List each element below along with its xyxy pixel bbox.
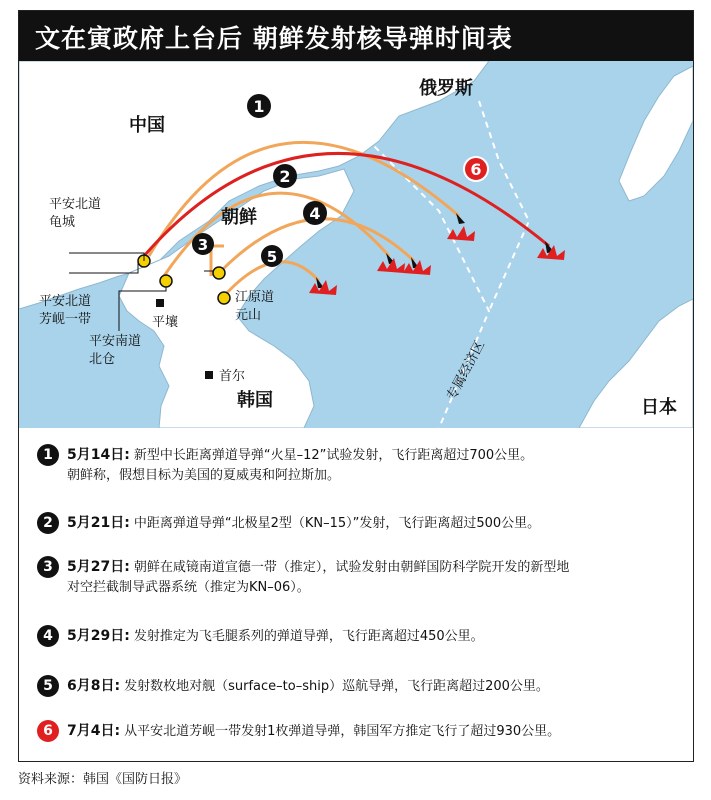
entry-date: 7月4日: — [67, 723, 121, 739]
launch-site-sondok — [213, 267, 225, 279]
launch-site-pukchang — [160, 275, 172, 287]
entry-body — [67, 513, 687, 534]
label-guseong-2: 龟城 — [49, 215, 76, 230]
entry-date: 5月27日: — [67, 559, 130, 575]
timeline-entry-6 — [37, 720, 687, 744]
label-north-korea: 朝鲜 — [221, 207, 257, 228]
arc-badge-1-text: 1 — [253, 97, 265, 116]
entry-number-badge: 3 — [37, 556, 59, 578]
entry-body — [67, 721, 687, 742]
label-pyongyang: 平壤 — [152, 315, 179, 330]
arc-badge-4-text: 4 — [309, 204, 321, 223]
arc-badge-6-text: 6 — [470, 160, 482, 179]
timeline-entry-4 — [37, 625, 687, 649]
entry-body — [67, 445, 687, 486]
entry-text: 从平安北道芳岘一带发射1枚弹道导弹，韩国军方推定飞行了超过930公里。 — [124, 724, 561, 739]
pyongyang-marker — [156, 299, 164, 307]
label-pukchang-2: 北仓 — [89, 352, 116, 367]
page-title: 文在寅政府上台后 朝鲜发射核导弹时间表 — [35, 24, 513, 53]
entry-text: 朝鲜在咸镜南道宣德一带（推定），试验发射由朝鲜国防科学院开发的新型地 — [133, 560, 570, 575]
entry-text: 中距离弹道导弹“北极星2型（KN–15）”发射，飞行距离超过500公里。 — [133, 516, 541, 531]
label-panghyon-1: 平安北道 — [39, 294, 92, 309]
entry-date: 5月29日: — [67, 628, 130, 644]
arc-badge-3 — [192, 233, 214, 255]
label-pukchang-1: 平安南道 — [89, 334, 142, 349]
launch-site-wonsan — [218, 292, 230, 304]
label-russia: 俄罗斯 — [419, 78, 473, 99]
arc-badge-1 — [247, 94, 271, 118]
label-wonsan-2: 元山 — [235, 308, 262, 323]
label-wonsan-1: 江原道 — [235, 290, 275, 305]
label-eez: 专属经济区 — [444, 338, 489, 403]
map — [19, 61, 693, 428]
title-bar — [19, 11, 693, 61]
source-credit: 资料来源：韩国《国防日报》 — [18, 772, 188, 787]
label-guseong-1: 平安北道 — [49, 197, 102, 212]
entry-text: 发射数枚地对舰（surface–to–ship）巡航导弹，飞行距离超过200公里。 — [124, 679, 549, 694]
timeline-entry-3 — [37, 556, 687, 600]
arc-badge-3-text: 3 — [197, 236, 209, 254]
arc-badge-6 — [464, 157, 488, 181]
timeline-entry-2 — [37, 512, 687, 536]
label-japan: 日本 — [641, 397, 677, 418]
timeline-entry-5 — [37, 675, 687, 699]
label-panghyon-2: 芳岘一带 — [39, 312, 92, 327]
seoul-marker — [205, 371, 213, 379]
arc-badge-2-text: 2 — [279, 167, 291, 186]
entry-number-badge: 2 — [37, 512, 59, 534]
entry-body — [67, 557, 687, 598]
entry-body — [67, 676, 687, 697]
entry-text-line2: 对空拦截制导武器系统（推定为KN–06）。 — [67, 580, 310, 595]
entry-number-badge: 4 — [37, 625, 59, 647]
arc-badge-4 — [303, 201, 327, 225]
arc-badge-5-text: 5 — [266, 248, 278, 266]
arc-badge-2 — [273, 164, 297, 188]
entry-date: 5月14日: — [67, 447, 130, 463]
entry-text-line2: 朝鲜称，假想目标为美国的夏威夷和阿拉斯加。 — [67, 468, 341, 483]
arc-badge-5 — [261, 245, 283, 267]
entry-date: 6月8日: — [67, 678, 121, 694]
label-south-korea: 韩国 — [237, 390, 273, 411]
entry-date: 5月21日: — [67, 515, 130, 531]
entry-number-badge: 5 — [37, 675, 59, 697]
entry-body — [67, 626, 687, 647]
entry-number-badge: 6 — [37, 720, 59, 742]
timeline-entry-1 — [37, 444, 687, 488]
entry-number-badge: 1 — [37, 444, 59, 466]
entry-text: 发射推定为飞毛腿系列的弹道导弹，飞行距离超过450公里。 — [133, 629, 484, 644]
label-china: 中国 — [129, 115, 165, 136]
entry-text: 新型中长距离弹道导弹“火星–12”试验发射，飞行距离超过700公里。 — [133, 448, 534, 463]
label-seoul: 首尔 — [219, 369, 246, 384]
map-svg — [19, 61, 693, 428]
